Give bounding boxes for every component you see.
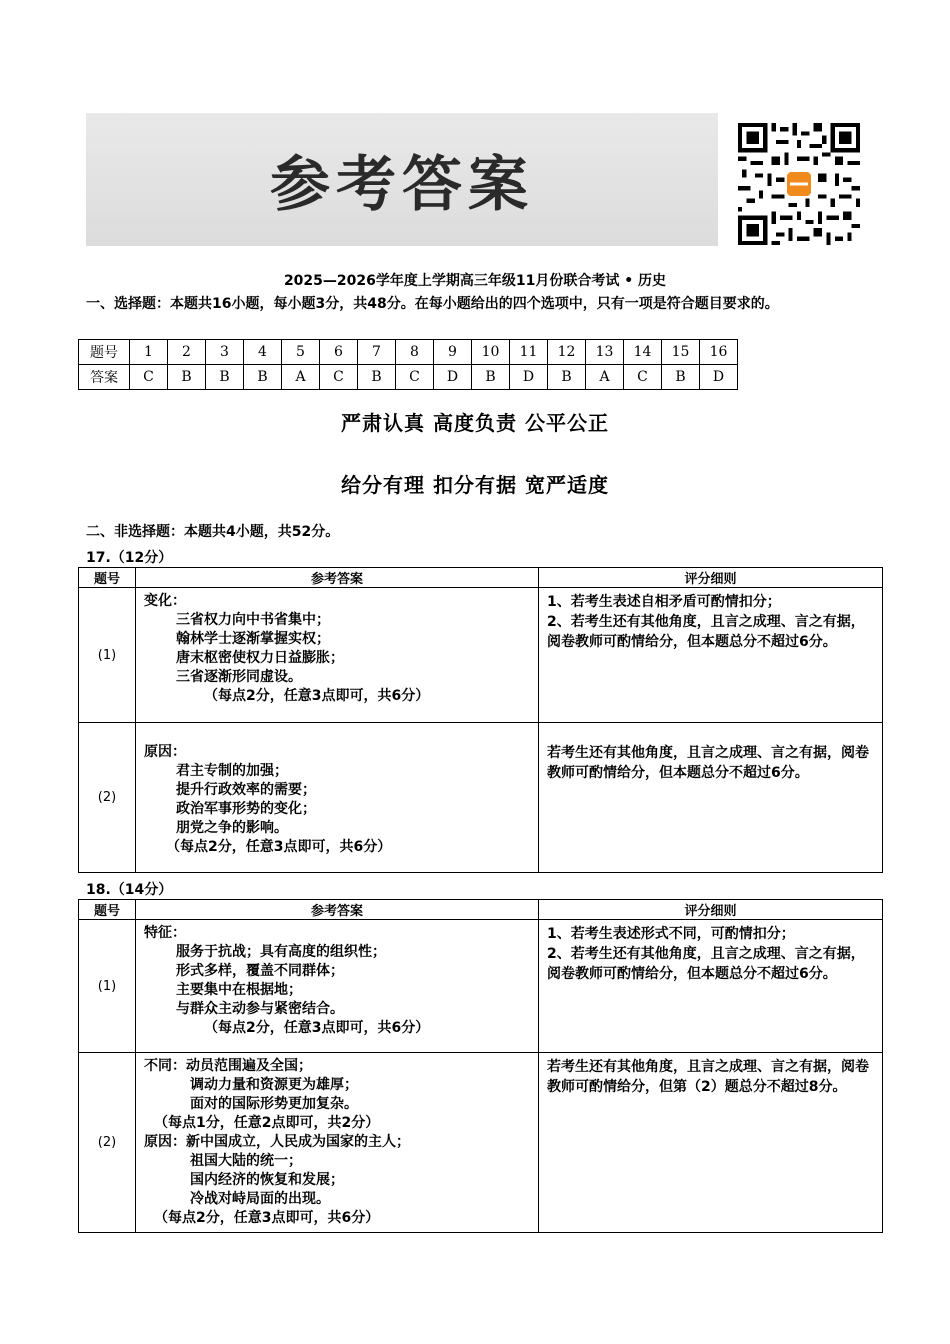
answer-line: 三省权力向中书省集中； — [176, 612, 330, 628]
exam-title: 2025—2026学年度上学期高三年级11月份联合考试 • 历史 — [283, 273, 667, 289]
col-header-rule: 评分细则 — [539, 568, 883, 588]
mcq-answer: D — [434, 365, 472, 390]
mcq-question-number: 12 — [548, 340, 586, 365]
answer-line: 朋党之争的影响。 — [176, 820, 288, 836]
mcq-answer: C — [624, 365, 662, 390]
table-header-row — [79, 568, 883, 588]
score-note: （每点2分，任意3点即可，共6分） — [154, 1210, 380, 1226]
q18-table — [78, 899, 883, 1233]
col-header-rule: 评分细则 — [539, 900, 883, 920]
answer-line: 君主专制的加强； — [176, 763, 288, 779]
rule-line: 2、若考生还有其他角度，且言之成理、言之有据，阅卷教师可酌情给分，但本题总分不超过6分。 — [547, 614, 865, 650]
mcq-question-number: 8 — [396, 340, 434, 365]
mcq-question-number: 2 — [168, 340, 206, 365]
answer-line: 与群众主动参与紧密结合。 — [176, 1001, 344, 1017]
answer-line: 祖国大陆的统一； — [190, 1153, 302, 1169]
answer-line: 面对的国际形势更加复杂。 — [190, 1096, 358, 1112]
q18-title: 18.（14分） — [86, 882, 173, 898]
col-header-answer: 参考答案 — [136, 568, 539, 588]
q17-table — [78, 567, 883, 873]
answer-banner — [86, 113, 718, 246]
rule-line: 若考生还有其他角度，且言之成理、言之有据，阅卷教师可酌情给分，但第（2）题总分不超过8分。 — [547, 1059, 869, 1095]
table-row — [79, 1053, 883, 1233]
answer-cell — [136, 723, 539, 873]
mcq-question-number: 15 — [662, 340, 700, 365]
slogan-line-1: 严肃认真 高度负责 公平公正 — [341, 411, 609, 435]
rule-cell — [539, 1053, 883, 1233]
mcq-question-number: 1 — [130, 340, 168, 365]
mcq-answer: D — [700, 365, 738, 390]
mcq-answer: C — [130, 365, 168, 390]
mcq-question-number: 6 — [320, 340, 358, 365]
mcq-answer: D — [510, 365, 548, 390]
part-number: (2) — [79, 1053, 136, 1233]
mcq-question-number: 10 — [472, 340, 510, 365]
table-row — [79, 920, 883, 1053]
part-number: (1) — [79, 920, 136, 1053]
mcq-question-number: 7 — [358, 340, 396, 365]
rule-cell — [539, 723, 883, 873]
mcq-question-number: 11 — [510, 340, 548, 365]
mcq-answer: B — [244, 365, 282, 390]
slogan-line-2: 给分有理 扣分有据 宽严适度 — [341, 473, 609, 497]
answer-line: 不同：动员范围遍及全国； — [144, 1058, 312, 1074]
part-number: (1) — [79, 588, 136, 723]
answer-line: 变化： — [144, 593, 186, 609]
mcq-question-number: 5 — [282, 340, 320, 365]
mcq-question-label: 题号 — [79, 340, 130, 365]
answer-line: 原因：新中国成立，人民成为国家的主人； — [144, 1134, 410, 1150]
rule-line: 若考生还有其他角度，且言之成理、言之有据，阅卷教师可酌情给分，但本题总分不超过6分。 — [547, 745, 869, 781]
rule-line: 1、若考生表述形式不同，可酌情扣分； — [547, 926, 795, 942]
answer-line: 原因： — [144, 744, 186, 760]
part-number: (2) — [79, 723, 136, 873]
score-note: （每点1分，任意2点即可，共2分） — [154, 1115, 380, 1131]
mcq-answer: B — [358, 365, 396, 390]
section1-heading: 一、选择题：本题共16小题，每小题3分，共48分。在每小题给出的四个选项中，只有一项是符合题目要求的。 — [86, 296, 779, 312]
mcq-answer: B — [168, 365, 206, 390]
answer-cell — [136, 920, 539, 1053]
mcq-answer: B — [472, 365, 510, 390]
table-header-row — [79, 900, 883, 920]
mcq-question-number: 14 — [624, 340, 662, 365]
q17-title: 17.（12分） — [86, 550, 173, 566]
mcq-answer: C — [320, 365, 358, 390]
mcq-answer: C — [396, 365, 434, 390]
answer-line: 三省逐渐形同虚设。 — [176, 669, 302, 685]
mcq-question-number: 3 — [206, 340, 244, 365]
mcq-question-row — [79, 340, 738, 365]
col-header-num: 题号 — [79, 900, 136, 920]
answer-line: 服务于抗战；具有高度的组织性； — [176, 944, 386, 960]
answer-cell — [136, 1053, 539, 1233]
mcq-question-number: 16 — [700, 340, 738, 365]
table-row — [79, 723, 883, 873]
section2-heading: 二、非选择题：本题共4小题，共52分。 — [86, 524, 340, 540]
rule-cell — [539, 920, 883, 1053]
answer-line: 特征： — [144, 925, 186, 941]
answer-line: 形式多样，覆盖不同群体； — [176, 963, 344, 979]
mcq-question-number: 13 — [586, 340, 624, 365]
qr-code-icon — [738, 123, 860, 245]
mcq-answer-table — [78, 339, 738, 390]
mcq-answer: B — [548, 365, 586, 390]
score-note: （每点2分，任意3点即可，共6分） — [204, 688, 430, 704]
banner-title: 参考答案 — [270, 149, 534, 220]
rule-cell — [539, 588, 883, 723]
answer-line: 政治军事形势的变化； — [176, 801, 316, 817]
score-note: （每点2分，任意3点即可，共6分） — [204, 1020, 430, 1036]
table-row — [79, 588, 883, 723]
mcq-answer: A — [586, 365, 624, 390]
mcq-answer-label: 答案 — [79, 365, 130, 390]
score-note: （每点2分，任意3点即可，共6分） — [166, 839, 392, 855]
mcq-answer-row — [79, 365, 738, 390]
col-header-answer: 参考答案 — [136, 900, 539, 920]
answer-line: 唐末枢密使权力日益膨胀； — [176, 650, 344, 666]
col-header-num: 题号 — [79, 568, 136, 588]
mcq-question-number: 9 — [434, 340, 472, 365]
answer-cell — [136, 588, 539, 723]
answer-line: 翰林学士逐渐掌握实权； — [176, 631, 330, 647]
mcq-answer: B — [662, 365, 700, 390]
answer-line: 冷战对峙局面的出现。 — [190, 1191, 330, 1207]
answer-line: 提升行政效率的需要； — [176, 782, 316, 798]
rule-line: 1、若考生表述自相矛盾可酌情扣分； — [547, 594, 781, 610]
answer-line: 国内经济的恢复和发展； — [190, 1172, 344, 1188]
mcq-answer: A — [282, 365, 320, 390]
mcq-answer: B — [206, 365, 244, 390]
answer-line: 调动力量和资源更为雄厚； — [190, 1077, 358, 1093]
rule-line: 2、若考生还有其他角度，且言之成理、言之有据，阅卷教师可酌情给分，但本题总分不超过6分。 — [547, 946, 865, 982]
answer-line: 主要集中在根据地； — [176, 982, 302, 998]
mcq-question-number: 4 — [244, 340, 282, 365]
